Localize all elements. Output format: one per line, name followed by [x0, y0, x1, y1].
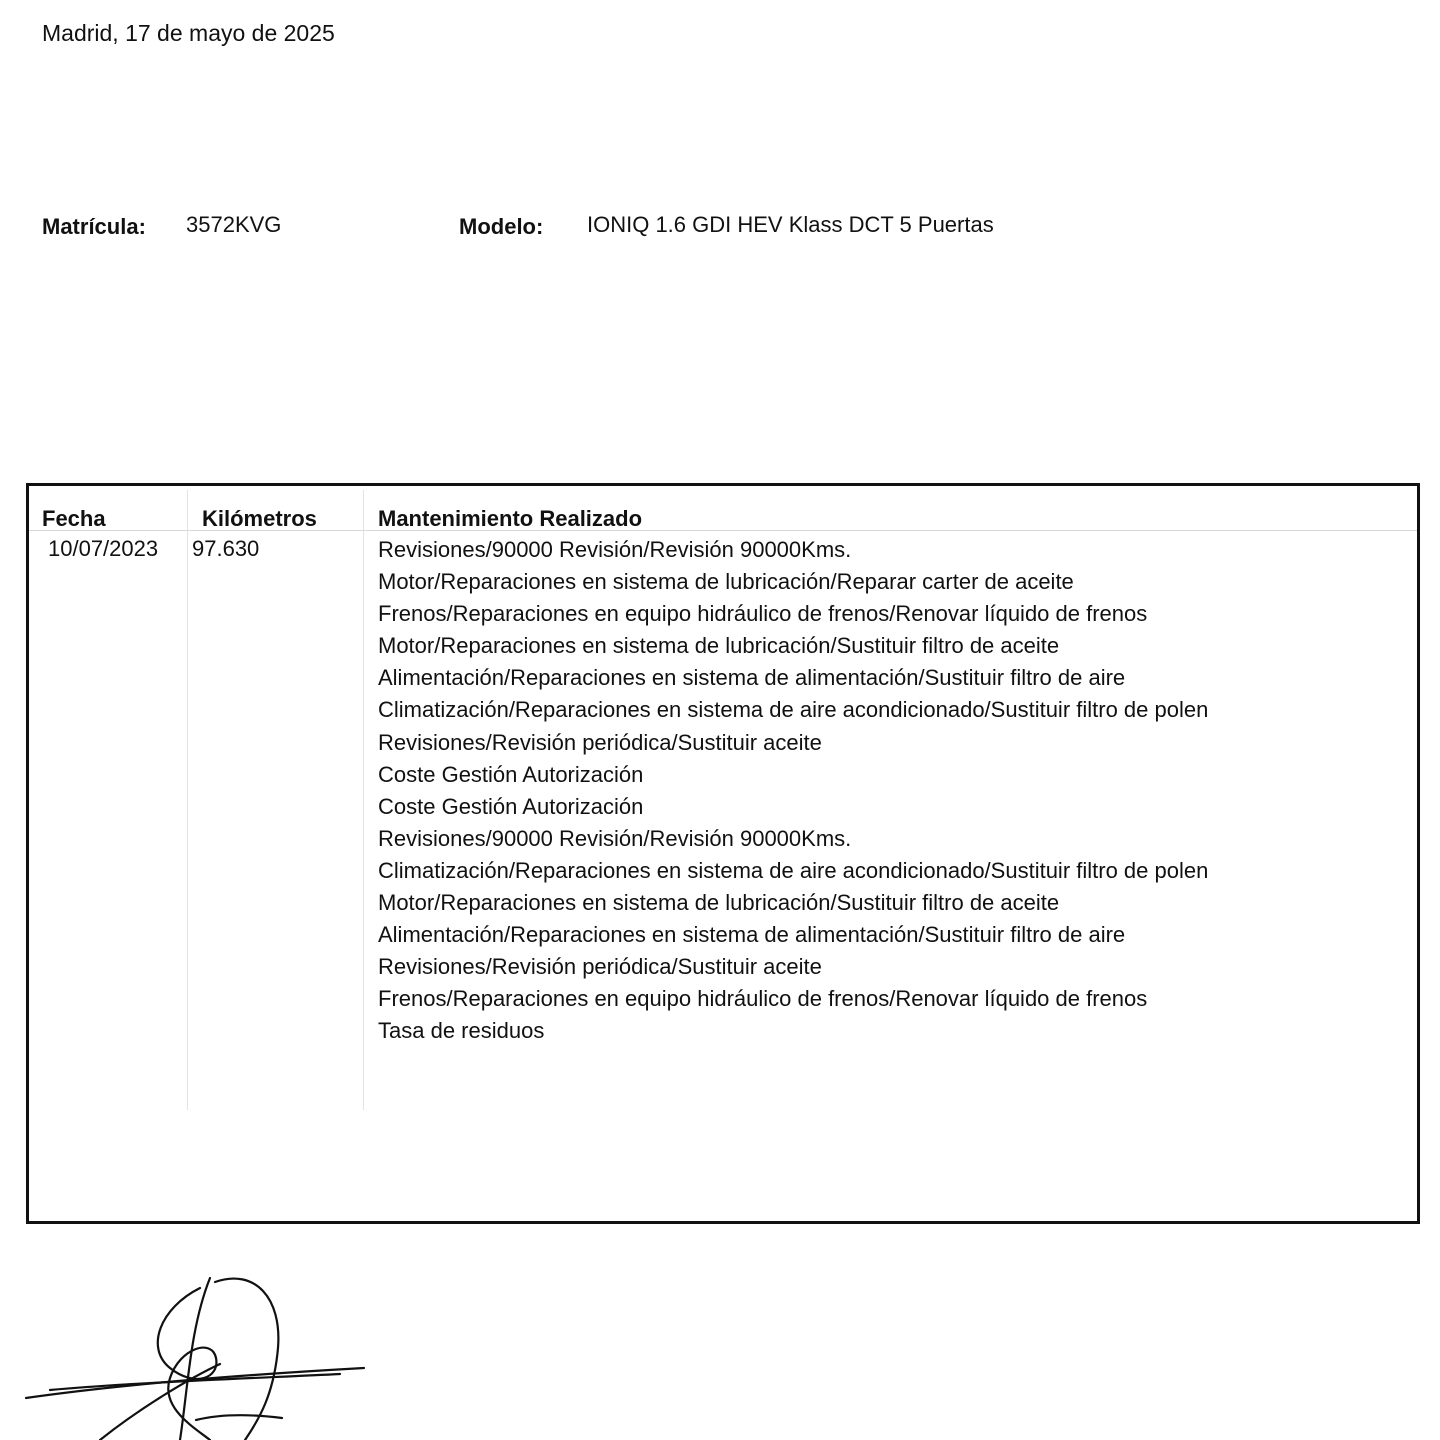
- signature-stroke: [100, 1364, 220, 1440]
- column-header-maintenance: Mantenimiento Realizado: [378, 506, 643, 531]
- maintenance-item: Climatización/Reparaciones en sistema de aire acondicionado/Sustituir filtro de polen: [378, 697, 1209, 723]
- maintenance-list: [378, 534, 1228, 1048]
- maintenance-item: Revisiones/Revisión periódica/Sustituir aceite: [378, 954, 822, 980]
- signature-stroke: [26, 1368, 364, 1398]
- row-date: 10/07/2023: [48, 536, 159, 561]
- plate-label: Matrícula:: [42, 214, 146, 239]
- signature-stroke: [196, 1415, 282, 1420]
- column-header-date: Fecha: [42, 506, 106, 531]
- maintenance-item: Motor/Reparaciones en sistema de lubricación/Sustituir filtro de aceite: [378, 890, 1060, 916]
- maintenance-table: [26, 483, 1420, 1224]
- signature-stroke: [180, 1278, 210, 1440]
- maintenance-item: Coste Gestión Autorización: [378, 793, 644, 819]
- maintenance-item: Alimentación/Reparaciones en sistema de alimentación/Sustituir filtro de aire: [378, 922, 1126, 948]
- maintenance-item: Revisiones/Revisión periódica/Sustituir aceite: [378, 729, 822, 755]
- maintenance-item: Revisiones/90000 Revisión/Revisión 90000Kms.: [378, 825, 852, 851]
- row-km: 97.630: [192, 536, 260, 561]
- maintenance-item: Revisiones/90000 Revisión/Revisión 90000Kms.: [378, 537, 852, 562]
- signature-image: [20, 1268, 380, 1440]
- model-label: Modelo:: [459, 214, 544, 239]
- maintenance-item: Motor/Reparaciones en sistema de lubricación/Sustituir filtro de aceite: [378, 633, 1060, 659]
- model-value: IONIQ 1.6 GDI HEV Klass DCT 5 Puertas: [587, 212, 994, 237]
- maintenance-item: Frenos/Reparaciones en equipo hidráulico de frenos/Renovar líquido de frenos: [378, 601, 1148, 627]
- column-header-km: Kilómetros: [202, 506, 317, 531]
- column-divider: [363, 490, 364, 1110]
- plate-value: 3572KVG: [186, 212, 282, 237]
- place-date: Madrid, 17 de mayo de 2025: [42, 20, 335, 46]
- maintenance-item: Climatización/Reparaciones en sistema de aire acondicionado/Sustituir filtro de polen: [378, 857, 1209, 883]
- maintenance-item: Coste Gestión Autorización: [378, 761, 644, 787]
- maintenance-item: Motor/Reparaciones en sistema de lubricación/Reparar carter de aceite: [378, 569, 1074, 595]
- maintenance-item: Frenos/Reparaciones en equipo hidráulico de frenos/Renovar líquido de frenos: [378, 986, 1148, 1012]
- maintenance-item: Alimentación/Reparaciones en sistema de alimentación/Sustituir filtro de aire: [378, 665, 1126, 691]
- column-divider: [187, 490, 188, 1110]
- maintenance-item: Tasa de residuos: [378, 1018, 545, 1044]
